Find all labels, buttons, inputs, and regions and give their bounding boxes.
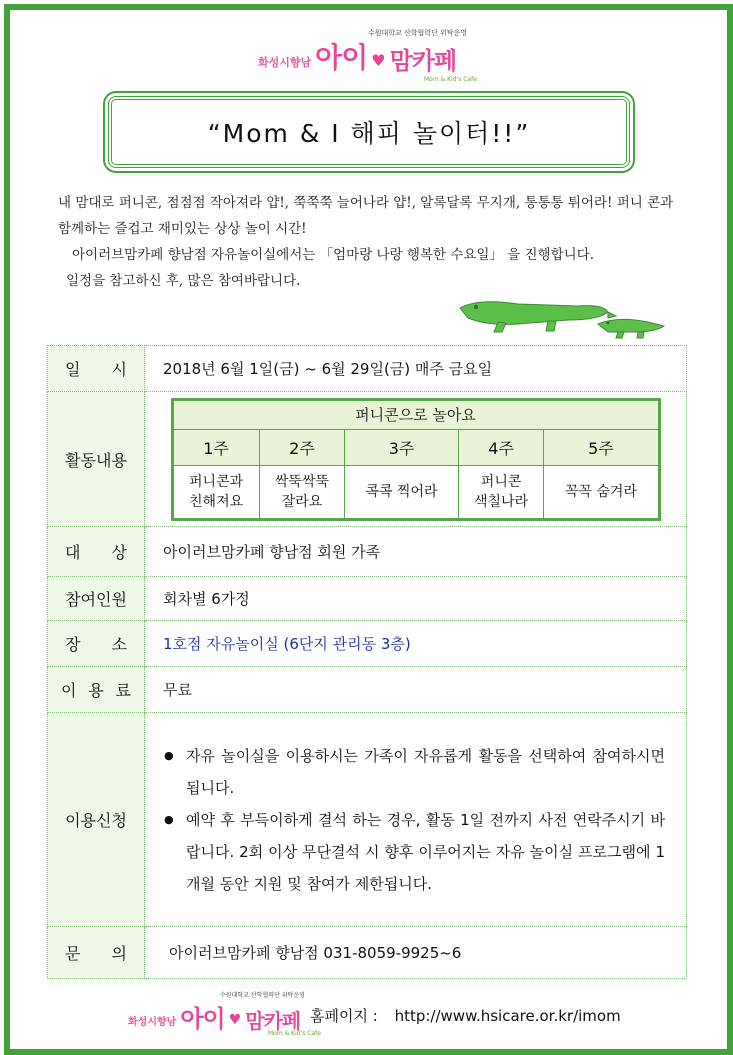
row-date [48, 346, 687, 392]
contact-label-b: 의 [111, 944, 127, 963]
row-target [48, 527, 687, 577]
fee-label-a: 이 [61, 681, 77, 700]
activity-week-2 [259, 465, 345, 519]
target-label-a: 대 [65, 543, 81, 562]
activity-week-3 [345, 465, 459, 519]
intro-paragraph-3: 일정을 참고하신 후, 많은 참여바랍니다. [66, 273, 301, 289]
date-label-a: 일 [65, 360, 81, 379]
intro-paragraph-2: 아이러브맘카페 향남점 자유놀이실에서는 「엄마랑 나랑 행복한 수요일」 을 진행합니다. [72, 247, 595, 263]
footer-logo [128, 992, 321, 1037]
apply-cell [145, 713, 687, 927]
activity-week-1 [172, 465, 259, 519]
date-value: 2018년 6월 1일(금) ~ 6월 29일(금) 매주 금요일 [145, 346, 687, 392]
fee-label-c: 료 [115, 681, 131, 700]
fee-label-b: 용 [88, 681, 104, 700]
activity-cell [145, 392, 687, 527]
week-1: 1주 [172, 429, 259, 465]
intro-paragraph-1: 내 맘대로 퍼니콘, 점점점 작아져라 얍!, 쭉쭉쭉 늘어나라 얍!, 알록달록 무지개, 통통통 튀어라! 퍼니 콘과 함께하는 즐겁고 재미있는 상상 놀이 시간! [58, 195, 674, 237]
place-value: 1호점 자유놀이실 (6단지 관리동 3층) [145, 621, 687, 667]
logo-en: Mom & Kid's Cafe [424, 76, 477, 83]
crocodile-illustration [458, 290, 668, 340]
activity-week-4 [458, 465, 544, 519]
page-title: “Mom & I 해피 놀이터!!” [207, 119, 531, 148]
activity-table [171, 398, 661, 521]
row-contact [48, 927, 687, 979]
fee-value: 무료 [145, 667, 687, 713]
contact-label [48, 927, 145, 979]
row-people [48, 577, 687, 621]
activity-label: 활동내용 [48, 392, 145, 527]
target-label [48, 527, 145, 577]
row-fee [48, 667, 687, 713]
header-logo [258, 29, 477, 83]
row-apply [48, 713, 687, 927]
target-label-b: 상 [111, 543, 127, 562]
date-label-b: 시 [111, 360, 127, 379]
place-label [48, 621, 145, 667]
row-place [48, 621, 687, 667]
title-box [108, 96, 630, 168]
date-label [48, 346, 145, 392]
footer-logo-en: Mom & Kid's Cafe [268, 1030, 321, 1037]
place-label-b: 소 [111, 635, 127, 654]
homepage-url[interactable]: http://www.hsicare.or.kr/imom [394, 1007, 621, 1025]
activity-4-line-2: 색칠나라 [474, 493, 529, 510]
fee-label [48, 667, 145, 713]
homepage [310, 1005, 621, 1026]
week-5: 5주 [544, 429, 659, 465]
logo-sub: 수원대학교 산학협력단 위탁운영 [368, 29, 468, 37]
activity-3-line-1: 콕콕 찍어라 [365, 483, 438, 500]
footer-logo-brand-b: 맘카페 [245, 1009, 301, 1033]
activity-2-line-2: 잘라요 [281, 493, 323, 510]
apply-item: ● 자유 놀이실을 이용하시는 가족이 자유롭게 활동을 선택하여 참여하시면 됩니다. [164, 740, 665, 804]
activity-title: 퍼니콘으로 놀아요 [172, 399, 659, 429]
activity-4-line-1: 퍼니콘 [480, 473, 522, 490]
footer-heart-icon: ♥ [228, 1012, 242, 1028]
place-label-a: 장 [65, 635, 81, 654]
row-activity [48, 392, 687, 527]
logo-brand-b: 맘카페 [389, 47, 457, 75]
apply-item: ● 예약 후 부득이하게 결석 하는 경우, 활동 1일 전까지 사전 연락주시기 바랍니다. 2회 이상 무단결석 시 향후 이루어지는 자유 놀이실 프로그램에 1개월 동안 지원 및 참여가 제한됩니다. [164, 804, 665, 900]
logo-city: 화성시향남 [258, 56, 312, 69]
apply-list [146, 730, 685, 910]
heart-icon: ♥ [371, 51, 386, 70]
activity-5-line-1: 꼭꼭 숨겨라 [564, 483, 637, 500]
activity-1-line-2: 친해져요 [189, 493, 244, 510]
homepage-label: 홈페이지 : [310, 1007, 378, 1025]
contact-value: 아이러브맘카페 향남점 031-8059-9925~6 [145, 927, 687, 979]
activity-week-5 [544, 465, 659, 519]
apply-label: 이용신청 [48, 713, 145, 927]
activity-1-line-1: 퍼니콘과 [189, 473, 244, 490]
info-table [47, 345, 687, 979]
people-value: 회차별 6가정 [145, 577, 687, 621]
week-3: 3주 [345, 429, 459, 465]
week-4: 4주 [458, 429, 544, 465]
intro-text [58, 190, 688, 294]
footer-logo-brand-a: 아이 [180, 1005, 225, 1033]
activity-2-line-1: 싹뚝싹뚝 [274, 473, 330, 490]
week-2: 2주 [259, 429, 345, 465]
footer-logo-city: 화성시향남 [128, 1017, 177, 1028]
people-label: 참여인원 [48, 577, 145, 621]
target-value: 아이러브맘카페 향남점 회원 가족 [145, 527, 687, 577]
logo-brand-a: 아이 [315, 41, 368, 74]
footer-logo-sub: 수원대학교 산학협력단 위탁운영 [220, 992, 305, 999]
contact-label-a: 문 [65, 944, 81, 963]
